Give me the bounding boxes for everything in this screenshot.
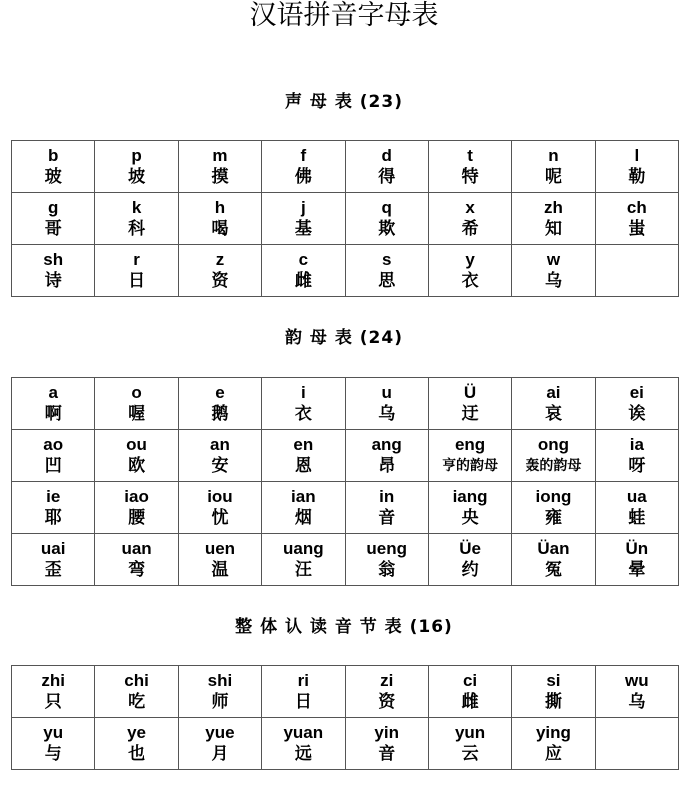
example-character: 蚩 (628, 218, 646, 239)
example-character: 温 (211, 559, 229, 580)
pinyin-cell (512, 141, 595, 193)
pinyin-cell (95, 378, 178, 430)
pinyin-cell (262, 718, 345, 770)
pinyin-letter: shi (207, 670, 233, 690)
pinyin-cell (345, 245, 428, 297)
example-character: 呀 (628, 455, 646, 476)
pinyin-cell (95, 718, 178, 770)
pinyin-cell (178, 245, 261, 297)
pinyin-letter: en (293, 434, 314, 454)
pinyin-cell (595, 534, 678, 586)
example-character: 鹅 (211, 403, 229, 424)
example-character: 亨的韵母 (442, 457, 499, 474)
initials-heading: 声 母 表 (23) (285, 92, 403, 112)
example-character: 蛙 (628, 507, 646, 528)
pinyin-cell (512, 718, 595, 770)
pinyin-letter: i (300, 382, 306, 402)
example-character: 雌 (461, 691, 479, 712)
example-character: 烟 (294, 507, 312, 528)
example-character: 冤 (544, 559, 562, 580)
pinyin-cell (345, 430, 428, 482)
pinyin-cell (95, 193, 178, 245)
pinyin-letter: ou (126, 434, 147, 454)
pinyin-cell (95, 430, 178, 482)
pinyin-cell (512, 378, 595, 430)
example-character: 诶 (628, 403, 646, 424)
example-character: 资 (211, 270, 229, 291)
example-character: 汪 (294, 559, 312, 580)
pinyin-cell (345, 193, 428, 245)
pinyin-letter: an (210, 434, 230, 454)
initials-table (11, 140, 679, 297)
pinyin-letter: in (379, 486, 395, 506)
pinyin-cell (512, 534, 595, 586)
pinyin-cell (95, 482, 178, 534)
pinyin-letter: t (467, 145, 473, 165)
pinyin-letter: r (133, 249, 140, 269)
example-character: 撕 (544, 691, 562, 712)
example-character: 弯 (128, 559, 146, 580)
pinyin-letter: ao (43, 434, 64, 454)
finals-table (11, 377, 679, 586)
pinyin-letter: Üe (459, 538, 481, 558)
pinyin-letter: z (215, 249, 225, 269)
pinyin-cell (512, 666, 595, 718)
pinyin-cell (178, 718, 261, 770)
pinyin-cell (95, 141, 178, 193)
example-character: 坡 (128, 166, 146, 187)
pinyin-letter: g (47, 197, 59, 217)
pinyin-cell (595, 245, 678, 297)
example-character: 衣 (294, 403, 312, 424)
example-character: 哀 (544, 403, 562, 424)
pinyin-letter: iong (535, 486, 572, 506)
pinyin-letter: Ü (463, 382, 477, 402)
pinyin-cell (595, 430, 678, 482)
pinyin-letter: iang (452, 486, 488, 506)
pinyin-letter: n (548, 145, 559, 165)
pinyin-cell (428, 193, 511, 245)
pinyin-cell (178, 378, 261, 430)
example-character: 晕 (628, 559, 646, 580)
table-row (12, 718, 679, 770)
example-character: 只 (44, 691, 62, 712)
pinyin-letter: ri (297, 670, 309, 690)
table-row (12, 430, 679, 482)
pinyin-letter: iou (207, 486, 233, 506)
pinyin-letter: m (212, 145, 228, 165)
pinyin-letter: ia (629, 434, 644, 454)
pinyin-cell (428, 718, 511, 770)
pinyin-cell (12, 430, 95, 482)
example-character: 与 (44, 743, 62, 764)
pinyin-cell (12, 666, 95, 718)
pinyin-cell (95, 534, 178, 586)
pinyin-letter: f (300, 145, 307, 165)
pinyin-letter: ang (371, 434, 402, 454)
example-character: 月 (211, 743, 229, 764)
table-row (12, 482, 679, 534)
example-character: 基 (294, 218, 312, 239)
pinyin-cell (178, 141, 261, 193)
pinyin-cell (262, 534, 345, 586)
pinyin-letter: x (465, 197, 475, 217)
pinyin-cell (345, 141, 428, 193)
example-character: 特 (461, 166, 479, 187)
pinyin-letter: w (546, 249, 561, 269)
pinyin-letter: b (47, 145, 59, 165)
example-character: 诗 (44, 270, 62, 291)
pinyin-cell (262, 141, 345, 193)
table-row (12, 378, 679, 430)
whole-syllables-heading: 整 体 认 读 音 节 表 (16) (235, 617, 453, 637)
pinyin-cell (12, 378, 95, 430)
pinyin-cell (428, 245, 511, 297)
pinyin-letter: ian (291, 486, 316, 506)
example-character: 耶 (44, 507, 62, 528)
pinyin-letter: eng (454, 434, 486, 454)
pinyin-cell (428, 482, 511, 534)
example-character: 云 (461, 743, 479, 764)
pinyin-cell (512, 430, 595, 482)
pinyin-letter: zh (543, 197, 563, 217)
example-character: 日 (128, 270, 146, 291)
table-row (12, 245, 679, 297)
pinyin-letter: yin (374, 722, 399, 742)
pinyin-letter: yun (454, 722, 486, 742)
example-character: 知 (544, 218, 562, 239)
pinyin-cell (178, 666, 261, 718)
example-character: 歪 (44, 559, 62, 580)
pinyin-cell (12, 482, 95, 534)
table-row (12, 193, 679, 245)
pinyin-cell (12, 141, 95, 193)
example-character: 昂 (378, 455, 396, 476)
example-character: 恩 (294, 455, 312, 476)
pinyin-letter: uen (204, 538, 236, 558)
pinyin-letter: k (131, 197, 142, 217)
pinyin-cell (428, 378, 511, 430)
example-character: 思 (378, 270, 396, 291)
example-character: 摸 (211, 166, 229, 187)
pinyin-cell (512, 482, 595, 534)
pinyin-letter: q (381, 197, 392, 217)
example-character: 安 (211, 455, 229, 476)
pinyin-cell (595, 193, 678, 245)
example-character: 凹 (44, 455, 62, 476)
pinyin-cell (95, 245, 178, 297)
example-character: 欺 (378, 218, 396, 239)
pinyin-letter: zhi (41, 670, 65, 690)
pinyin-cell (345, 718, 428, 770)
pinyin-cell (512, 193, 595, 245)
pinyin-cell (262, 378, 345, 430)
example-character: 音 (378, 507, 396, 528)
example-character: 得 (378, 166, 396, 187)
pinyin-cell (595, 666, 678, 718)
pinyin-cell (262, 666, 345, 718)
pinyin-letter: iao (124, 486, 149, 506)
example-character: 迂 (461, 403, 479, 424)
pinyin-letter: chi (124, 670, 149, 690)
pinyin-letter: ch (626, 197, 647, 217)
pinyin-letter: p (131, 145, 142, 165)
example-character: 哥 (44, 218, 62, 239)
pinyin-cell (428, 141, 511, 193)
pinyin-letter: e (215, 382, 225, 402)
pinyin-cell (595, 718, 678, 770)
example-character: 乌 (628, 691, 646, 712)
example-character: 腰 (128, 507, 146, 528)
pinyin-cell (262, 430, 345, 482)
pinyin-cell (428, 666, 511, 718)
pinyin-cell (178, 430, 261, 482)
pinyin-letter: ci (462, 670, 478, 690)
pinyin-cell (262, 482, 345, 534)
example-character: 雍 (544, 507, 562, 528)
pinyin-letter: yuan (283, 722, 324, 742)
example-character: 啊 (44, 403, 62, 424)
pinyin-cell (595, 378, 678, 430)
pinyin-letter: sh (43, 249, 64, 269)
example-character: 喔 (128, 403, 146, 424)
example-character: 勒 (628, 166, 646, 187)
pinyin-letter: Ün (625, 538, 649, 558)
pinyin-letter: uan (121, 538, 152, 558)
pinyin-letter: si (546, 670, 561, 690)
pinyin-cell (345, 482, 428, 534)
example-character: 欧 (128, 455, 146, 476)
example-character: 约 (461, 559, 479, 580)
example-character: 应 (544, 743, 562, 764)
example-character: 日 (294, 691, 312, 712)
pinyin-letter: ei (629, 382, 644, 402)
pinyin-cell (178, 193, 261, 245)
pinyin-letter: ong (537, 434, 570, 454)
pinyin-letter: yu (43, 722, 64, 742)
example-character: 轰的韵母 (525, 457, 582, 474)
pinyin-cell (95, 666, 178, 718)
example-character: 资 (378, 691, 396, 712)
pinyin-letter: uai (40, 538, 66, 558)
example-character: 乌 (544, 270, 562, 291)
pinyin-letter: c (298, 249, 309, 269)
pinyin-letter: ye (127, 722, 147, 742)
pinyin-letter: ueng (366, 538, 407, 558)
example-character: 也 (128, 743, 146, 764)
pinyin-cell (345, 534, 428, 586)
example-character: 希 (461, 218, 479, 239)
pinyin-letter: s (381, 249, 392, 269)
example-character: 翁 (378, 559, 396, 580)
pinyin-letter: d (381, 145, 392, 165)
pinyin-cell (12, 193, 95, 245)
pinyin-cell (345, 666, 428, 718)
example-character: 呢 (544, 166, 562, 187)
pinyin-letter: a (48, 382, 58, 402)
whole-syllables-table (11, 665, 679, 770)
pinyin-cell (428, 534, 511, 586)
pinyin-cell (595, 141, 678, 193)
pinyin-cell (595, 482, 678, 534)
pinyin-letter: ying (535, 722, 571, 742)
pinyin-letter: h (214, 197, 226, 217)
example-character: 师 (211, 691, 229, 712)
example-character: 音 (378, 743, 396, 764)
pinyin-letter: ie (46, 486, 61, 506)
finals-heading: 韵 母 表 (24) (285, 328, 403, 348)
pinyin-cell (178, 534, 261, 586)
example-character: 科 (128, 218, 146, 239)
example-character: 远 (294, 743, 312, 764)
pinyin-letter: ai (546, 382, 561, 402)
pinyin-letter: u (381, 382, 392, 402)
table-row (12, 534, 679, 586)
pinyin-cell (345, 378, 428, 430)
pinyin-cell (12, 245, 95, 297)
pinyin-cell (428, 430, 511, 482)
example-character: 佛 (294, 166, 312, 187)
pinyin-letter: wu (625, 670, 649, 690)
pinyin-letter: j (300, 197, 306, 217)
table-row (12, 141, 679, 193)
pinyin-cell (12, 718, 95, 770)
example-character: 喝 (211, 218, 229, 239)
pinyin-cell (262, 193, 345, 245)
page-title: 汉语拼音字母表 (249, 0, 439, 31)
example-character: 雌 (294, 270, 312, 291)
pinyin-letter: yue (205, 722, 235, 742)
pinyin-cell (12, 534, 95, 586)
example-character: 乌 (378, 403, 396, 424)
pinyin-letter: Üan (537, 538, 570, 558)
example-character: 玻 (44, 166, 62, 187)
example-character: 吃 (128, 691, 146, 712)
pinyin-letter: ua (626, 486, 647, 506)
example-character: 忧 (211, 507, 229, 528)
pinyin-cell (512, 245, 595, 297)
example-character: 央 (461, 507, 479, 528)
example-character: 衣 (461, 270, 479, 291)
pinyin-letter: zi (380, 670, 394, 690)
pinyin-letter: o (131, 382, 142, 402)
pinyin-letter: y (465, 249, 475, 269)
pinyin-letter: uang (283, 538, 324, 558)
pinyin-cell (178, 482, 261, 534)
pinyin-cell (262, 245, 345, 297)
pinyin-letter: l (634, 145, 640, 165)
table-row (12, 666, 679, 718)
